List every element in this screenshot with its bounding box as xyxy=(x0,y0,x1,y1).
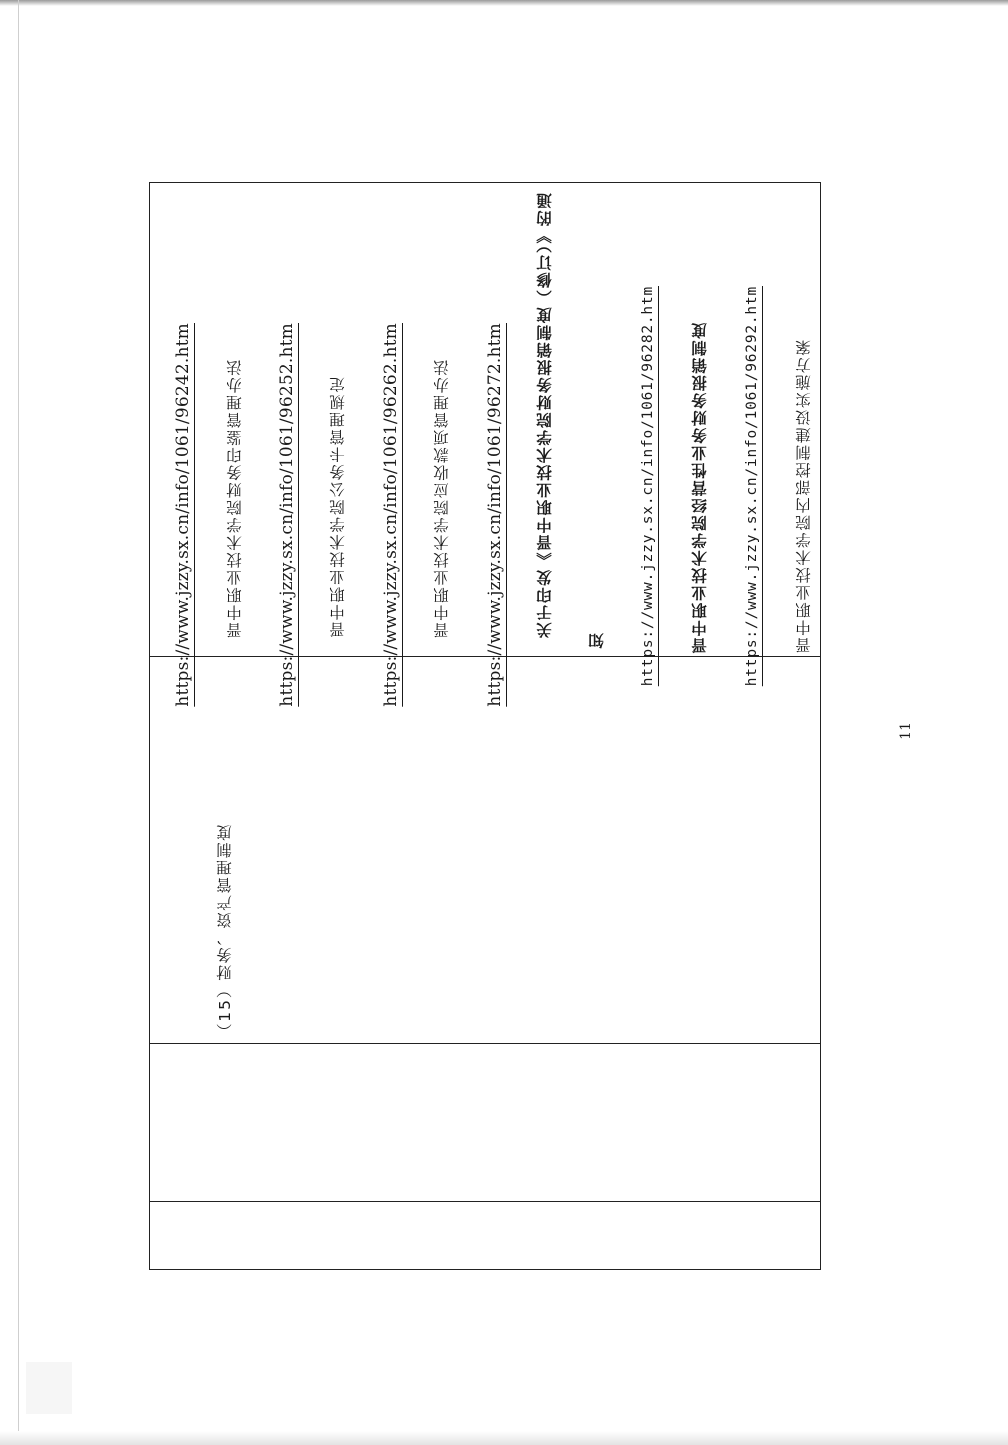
category-label: （15）财务、资产管理制度 xyxy=(216,823,234,1040)
doc-title-internal-control: 晋中职业技术学院内部控制建设实施方案 xyxy=(795,338,813,653)
doc-title-business-reimbursement: 晋中职业技术学院经营性业务财务报销制度 xyxy=(691,321,709,654)
doc-title-reimbursement-notice: 关于印发《晋中职业技术学院财务报销制度（修订）》的通 xyxy=(536,191,554,639)
scan-edge-top xyxy=(0,0,1008,6)
link-96292[interactable]: https://www.jzzy.sx.cn/info/1061/96292.htm xyxy=(744,286,760,687)
link-96262[interactable]: https://www.jzzy.sx.cn/info/1061/96262.htm xyxy=(381,323,401,707)
scan-artifact xyxy=(26,1362,72,1414)
scan-edge-bottom xyxy=(0,1431,1008,1445)
doc-title-seal-management: 晋中职业技术学院财务印鉴管理办法 xyxy=(226,358,244,638)
doc-title-official-card: 晋中职业技术学院公务卡管理规定 xyxy=(329,375,347,638)
doc-title-receivables: 晋中职业技术学院应收款项管理办法 xyxy=(433,358,451,638)
table-divider xyxy=(150,1201,820,1202)
page-number: 11 xyxy=(898,722,914,740)
link-96242[interactable]: https://www.jzzy.sx.cn/info/1061/96242.htm xyxy=(173,323,193,707)
link-96282[interactable]: https://www.jzzy.sx.cn/info/1061/96282.htm xyxy=(640,286,656,687)
document-table xyxy=(149,182,821,1270)
doc-title-reimbursement-notice-cont: 知 xyxy=(588,631,606,649)
scan-edge-left xyxy=(18,0,19,1445)
table-divider xyxy=(150,1043,820,1044)
link-96272[interactable]: https://www.jzzy.sx.cn/info/1061/96272.htm xyxy=(485,323,505,707)
link-96252[interactable]: https://www.jzzy.sx.cn/info/1061/96252.htm xyxy=(277,323,297,707)
